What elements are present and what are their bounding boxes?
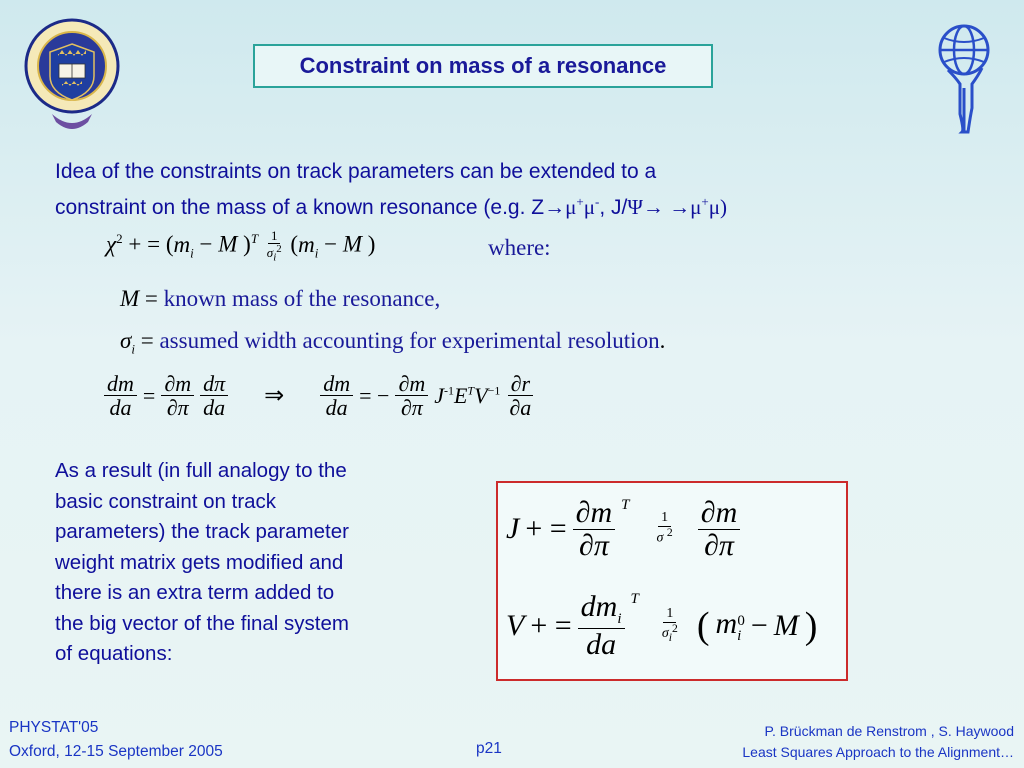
atlas-logo — [934, 18, 996, 134]
footer-location-date: Oxford, 12-15 September 2005 — [9, 743, 223, 760]
slide-title: Constraint on mass of a resonance — [299, 53, 667, 78]
V-update-equation: V + = $\frac{dm_i}{da}$ $^T$ $\frac{1}{\sigma_i^2}$ ( $m_i$ $^0$ − M ) — [506, 590, 818, 661]
footer-talk-title: Least Squares Approach to the Alignment… — [742, 744, 1014, 760]
footer-page-number: p21 — [476, 740, 502, 757]
title-box — [253, 44, 713, 88]
implies-arrow: ⇒ — [264, 383, 285, 410]
J-update-equation: J + = $\frac{\partial m}{\partial\pi}$ $^T$ $\frac{1}{\sigma ^2}$ $\frac{\partial m}{\partial\pi}$ — [506, 497, 740, 561]
result-formula-box — [496, 481, 848, 681]
crest-ring-text — [22, 14, 35, 15]
def-sigma: $\sigma_i$ = assumed width accounting for experimental resolution. — [120, 328, 666, 357]
where-label: where: — [488, 235, 551, 260]
intro-line-2: constraint on the mass of a known resonance (e.g. Z→μ+μ-, J/Ψ→ →μ+μ) — [55, 194, 727, 219]
chi2-equation: $\chi^2$ + = ($m_i - M$ )$^T$ $\frac{1}{\sigma_i^2}$ ($m_i - M$ ) — [106, 228, 376, 264]
result-paragraph: As a result (in full analogy to the basic constraint on track parameters) the track parameter weight matrix gets modified and there is an extra term added to the big vector of the final system of equations: — [55, 459, 349, 665]
derivative-equation: $\frac{dm}{da}$ = $\frac{\partial m}{\partial\pi}$ $\frac{d\pi}{da}$ ⇒ $\frac{dm}{da}$ = − $\frac{\partial m}{\partial\pi}$ $J^{-1}E^TV^{-1}$ $\frac{\partial r}{\partial a}$ — [104, 372, 534, 419]
footer-authors: P. Brückman de Renstrom , S. Haywood — [764, 723, 1014, 739]
footer-conference: PHYSTAT'05 — [9, 719, 99, 736]
intro-line-1: Idea of the constraints on track parameters can be extended to a — [55, 160, 657, 183]
intro-paragraph — [55, 157, 915, 223]
def-M: M = known mass of the resonance, — [120, 286, 441, 311]
oxford-crest-logo — [22, 14, 122, 136]
